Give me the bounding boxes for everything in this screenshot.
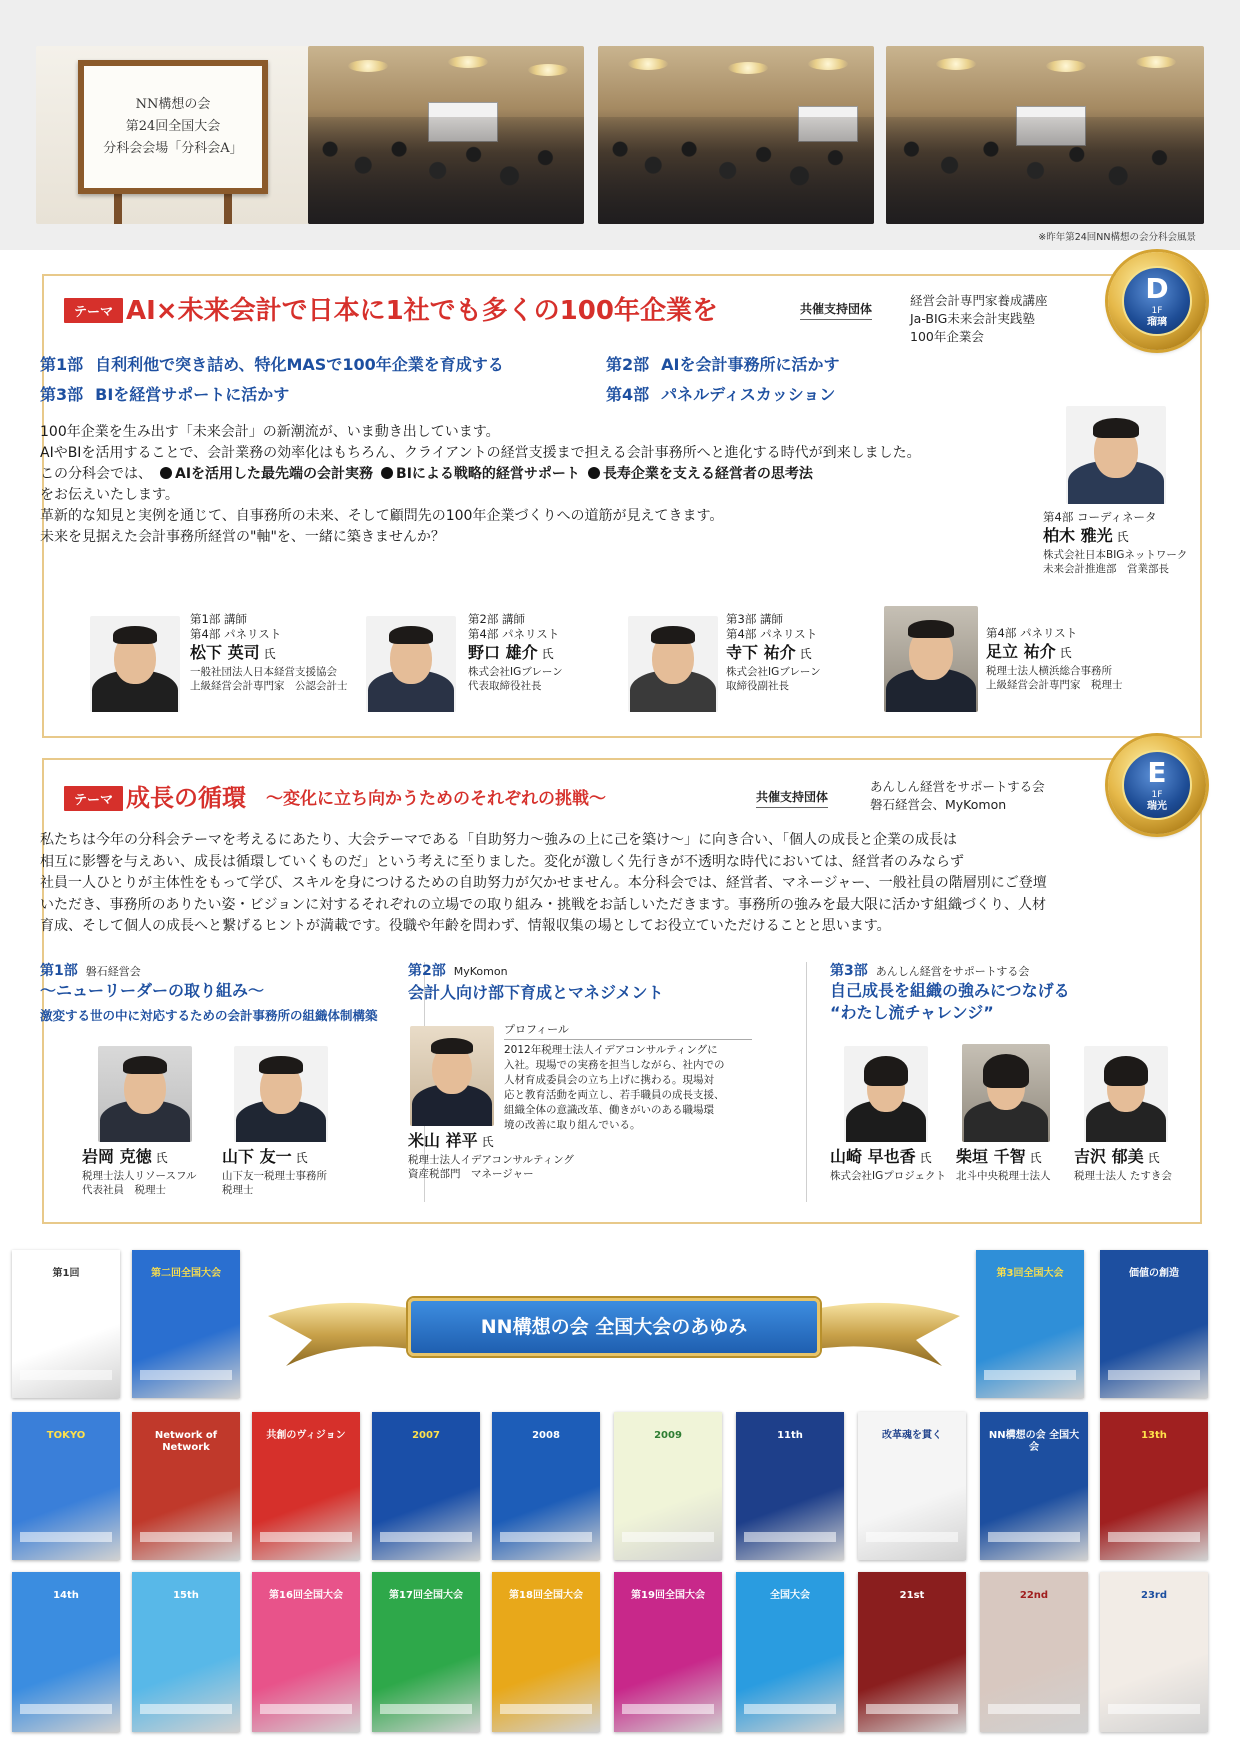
divider — [806, 962, 807, 1202]
speaker: 吉沢 郁美 氏 税理士法人 たすき会 — [1074, 1147, 1172, 1182]
session-subtitle: ～変化に立ち向かうためのそれぞれの挑戦～ — [266, 789, 606, 809]
venue-sign — [78, 60, 268, 194]
convention-poster — [132, 1250, 240, 1398]
convention-poster — [372, 1412, 480, 1560]
speaker: 柴垣 千智 氏 北斗中央税理士法人 — [956, 1147, 1051, 1182]
poster-band — [380, 1532, 472, 1542]
convention-poster — [614, 1412, 722, 1560]
session-title: 成長の循環 — [126, 784, 246, 812]
speaker-photo — [1084, 1046, 1168, 1142]
speaker-photo — [410, 1026, 494, 1126]
profile: プロフィール 2012年税理士法人イデアコンサルティングに 入社。現場での実務を担当しながら、社内での 人材育成委員会の立ち上げに携わる。現場対 応と教育活動を両立し、若手職員の成長支援、 組織全体の意識改革、働きがいのある職場環 境の改善に取り組んでいる。 — [504, 1022, 752, 1133]
speaker: 第3部 講師 第4部 パネリスト 寺下 祐介 氏 株式会社IGブレーン 取締役副社長 — [726, 612, 821, 692]
convention-poster — [12, 1572, 120, 1732]
speaker-photo — [90, 616, 180, 712]
convention-poster — [736, 1572, 844, 1732]
poster-band — [260, 1704, 352, 1714]
speaker-photo — [234, 1046, 328, 1142]
part-2-title: 会計人向け部下育成とマネジメント — [408, 983, 664, 1002]
poster-band — [622, 1704, 714, 1714]
convention-poster — [252, 1572, 360, 1732]
conference-photo — [598, 46, 874, 224]
photo-strip — [0, 0, 1240, 250]
coordinator-photo — [1066, 406, 1166, 504]
convention-poster — [12, 1250, 120, 1398]
poster-title: Network of Network — [154, 1430, 218, 1453]
poster-band — [20, 1370, 112, 1380]
poster-band — [140, 1704, 232, 1714]
poster-title: 13th — [1141, 1430, 1167, 1441]
convention-poster — [858, 1412, 966, 1560]
poster-band — [500, 1532, 592, 1542]
poster-title: 21st — [899, 1590, 925, 1601]
poster-title: 第二回全国大会 — [151, 1268, 221, 1279]
part-2: 第2部 AIを会計事務所に活かす — [606, 355, 840, 374]
part-3-title: 自己成長を組織の強みにつなげる “わたし流チャレンジ” — [830, 981, 1070, 1022]
sponsor-label: 共催支持団体 — [800, 300, 872, 320]
poster-band — [1108, 1532, 1200, 1542]
part-1: 第1部 自利利他で突き詰め、特化MASで100年企業を育成する — [40, 355, 504, 374]
speaker: 山下 友一 氏 山下友一税理士事務所 税理士 — [222, 1147, 327, 1196]
session-d — [42, 274, 1202, 738]
poster-title: 第1回 — [52, 1268, 80, 1279]
convention-poster — [976, 1250, 1084, 1398]
part-3: 第3部 BIを経営サポートに活かす — [40, 385, 290, 404]
sign-line: NN構想の会 — [135, 96, 211, 112]
poster-band — [1108, 1704, 1200, 1714]
speaker: 米山 祥平 氏 税理士法人イデアコンサルティング 資産税部門 マネージャー — [408, 1131, 574, 1180]
poster-band — [988, 1704, 1080, 1714]
poster-band — [1108, 1370, 1200, 1380]
convention-poster — [1100, 1250, 1208, 1398]
poster-band — [622, 1532, 714, 1542]
session-e — [42, 758, 1202, 1224]
room-medal-e: E 1F 瑞光 — [1108, 736, 1206, 834]
convention-poster — [132, 1412, 240, 1560]
poster-band — [984, 1370, 1076, 1380]
session-title: AI×未来会計で日本に1社でも多くの100年企業を — [126, 296, 718, 326]
venue-sign-photo — [36, 46, 310, 224]
conference-photo — [308, 46, 584, 224]
part-1-title: ～ニューリーダーの取り組み～ — [40, 981, 265, 1000]
speaker-photo — [628, 616, 718, 712]
speaker-photo — [98, 1046, 192, 1142]
poster-title: 15th — [173, 1590, 199, 1601]
poster-title: 11th — [777, 1430, 803, 1441]
poster-title: 第18回全国大会 — [509, 1590, 583, 1601]
poster-band — [380, 1704, 472, 1714]
poster-band — [500, 1704, 592, 1714]
room-medal-d: D 1F 瑠璃 — [1108, 252, 1206, 350]
poster-title: 全国大会 — [770, 1590, 810, 1601]
poster-title: 第17回全国大会 — [389, 1590, 463, 1601]
theme-tag: テーマ — [64, 786, 123, 811]
poster-band — [744, 1704, 836, 1714]
poster-title: 22nd — [1019, 1590, 1049, 1601]
speaker: 第4部 パネリスト 足立 祐介 氏 税理士法人横浜総合事務所 上級経営会計専門家 税理士 — [986, 626, 1123, 691]
part-1-desc: 激変する世の中に対応するための会計事務所の組織体制構築 — [40, 1008, 378, 1023]
convention-poster — [858, 1572, 966, 1732]
convention-poster — [132, 1572, 240, 1732]
sign-line: 分科会会場「分科会A」 — [103, 141, 243, 157]
poster-band — [744, 1532, 836, 1542]
convention-poster — [12, 1412, 120, 1560]
poster-band — [988, 1532, 1080, 1542]
poster-title: 2007 — [412, 1430, 440, 1441]
poster-band — [866, 1532, 958, 1542]
poster-band — [140, 1370, 232, 1380]
convention-poster — [372, 1572, 480, 1732]
sponsor-list: 経営会計専門家養成講座 Ja-BIG未来会計実践塾 100年企業会 — [910, 293, 1048, 345]
conference-photo — [886, 46, 1204, 224]
convention-poster — [252, 1412, 360, 1560]
poster-band — [260, 1532, 352, 1542]
poster-title: 第16回全国大会 — [269, 1590, 343, 1601]
convention-poster — [980, 1572, 1088, 1732]
convention-poster — [1100, 1572, 1208, 1732]
speaker: 岩岡 克徳 氏 税理士法人リソースフル 代表社員 税理士 — [82, 1147, 197, 1196]
poster-title: 14th — [53, 1590, 79, 1601]
part-4: 第4部 パネルディスカッション — [606, 385, 836, 404]
poster-band — [140, 1532, 232, 1542]
poster-title: 改革魂を貫く — [882, 1430, 942, 1441]
coordinator: 第4部 コーディネータ 柏木 雅光 氏 株式会社日本BIGネットワーク 未来会計推進部 営業部長 — [1043, 510, 1188, 575]
session-description: 100年企業を生み出す「未来会計」の新潮流が、いま動き出しています。 AIやBIを活用することで、会計業務の効率化はもちろん、クライアントの経営支援まで担える会計事務所へと進化する時代が到来しました。 この分科会では、 AIを活用した最先端の会計実務 BIによる戦略的経営サポート 長寿企業を支える経営者の思考法 をお伝えいたします。 革新的な知見と実例を通じて、自事務所の未来、そして顧問先の100年企業づくりへの道筋が見えてきます。 未来を見据えた会計事務所経営の"軸"を、一緒に築きませんか？ — [40, 424, 921, 545]
part-1-header: 第1部 磐石経営会 — [40, 963, 141, 979]
convention-poster — [492, 1572, 600, 1732]
sponsor-list: あんしん経営をサポートする会 磐石経営会、MyKomon — [870, 779, 1045, 813]
part-3-header: 第3部 あんしん経営をサポートする会 — [830, 963, 1030, 979]
poster-title: TOKYO — [46, 1430, 86, 1441]
poster-band — [20, 1532, 112, 1542]
history-banner: NN構想の会 全国大会のあゆみ — [408, 1298, 820, 1356]
sign-line: 第24回全国大会 — [125, 118, 221, 134]
speaker-photo — [962, 1044, 1050, 1142]
convention-poster — [614, 1572, 722, 1732]
poster-title: 2009 — [654, 1430, 682, 1441]
convention-poster — [736, 1412, 844, 1560]
poster-title: 共創のヴィジョン — [266, 1430, 346, 1441]
poster-band — [866, 1704, 958, 1714]
speaker: 第2部 講師 第4部 パネリスト 野口 雄介 氏 株式会社IGブレーン 代表取締役社長 — [468, 612, 563, 692]
convention-poster — [1100, 1412, 1208, 1560]
poster-title: NN構想の会 全国大会 — [988, 1430, 1080, 1453]
speaker-photo — [366, 616, 456, 712]
convention-poster — [980, 1412, 1088, 1560]
speaker-photo — [844, 1046, 928, 1142]
part-2-header: 第2部 MyKomon — [408, 963, 508, 979]
poster-title: 第3回全国大会 — [996, 1268, 1064, 1279]
speaker-photo — [884, 606, 978, 712]
photo-caption: ※昨年第24回NN構想の会分科会風景 — [1038, 232, 1196, 243]
poster-title: 23rd — [1140, 1590, 1167, 1601]
sponsor-label: 共催支持団体 — [756, 788, 828, 808]
speaker: 山崎 早也香 氏 株式会社IGプロジェクト — [830, 1147, 947, 1182]
session-description: 私たちは今年の分科会テーマを考えるにあたり、大会テーマである「自助努力～強みの上に己を築け～」に向き合い、「個人の成長と企業の成長は 相互に影響を与えあい、成長は循環していくものだ」という考えに至りました。変化が激しく先行きが不透明な時代においては、経営者のみならず 社員一人ひとりが主体性をもって学び、スキルを身につけるための自助努力が欠かせません。本分科会では、経営者、マネージャー、一般社員の階層別にご登壇 いただき、事務所のありたい姿・ビジョンに対するそれぞれの立場での取り組み・挑戦をお話しいただきます。事務所の強みを最大限に活かす組織づくり、人材 育成、そして個人の成長へと繋げるヒントが満載です。役職や年齢を問わず、情報収集の場としてお役立ていただけることと思います。 — [40, 832, 1047, 934]
poster-title: 価値の創造 — [1129, 1268, 1179, 1279]
speaker: 第1部 講師 第4部 パネリスト 松下 英司 氏 一般社団法人日本経営支援協会 上級経営会計専門家 公認会計士 — [190, 612, 348, 692]
theme-tag: テーマ — [64, 298, 123, 323]
convention-poster — [492, 1412, 600, 1560]
poster-band — [20, 1704, 112, 1714]
poster-title: 第19回全国大会 — [631, 1590, 705, 1601]
poster-title: 2008 — [532, 1430, 560, 1441]
